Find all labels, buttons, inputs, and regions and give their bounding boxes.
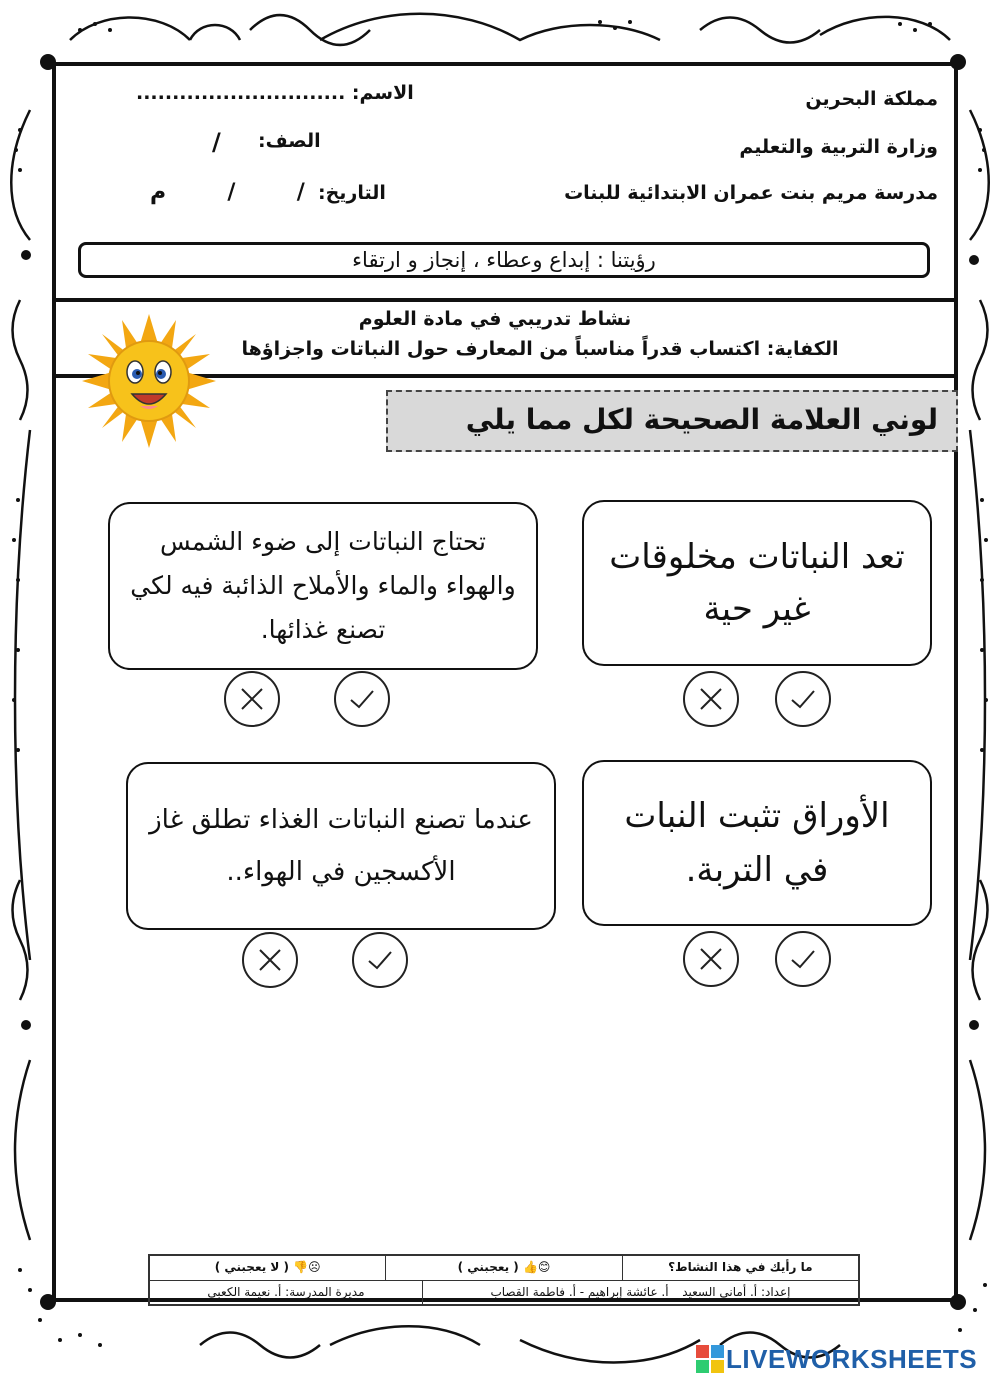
question-card-3 <box>582 760 932 926</box>
competency-text: الكفاية: اكتساب قدراً مناسباً من المعارف حول النباتات واجزاؤها <box>241 338 839 360</box>
prepared-by: إعداد: أ. أماني السعيد _ أ. عائشة إبراهيم - أ. فاطمة القصاب <box>422 1281 858 1305</box>
date-label: التاريخ: <box>318 182 386 204</box>
like-option[interactable]: 😊👍 ( يعجبني ) <box>385 1256 621 1280</box>
class-field[interactable]: / <box>212 128 221 156</box>
feedback-row <box>150 1256 858 1281</box>
question-text-4: عندما تصنع النباتات الغذاء تطلق غاز الأكسجين في الهواء.. <box>149 805 533 887</box>
question-text-3: الأوراق تثبت النبات في التربة. <box>624 796 890 890</box>
school-label: مدرسة مريم بنت عمران الابتدائية للبنات <box>564 182 938 204</box>
correct-mark-1[interactable] <box>775 671 831 727</box>
check-icon <box>366 948 394 972</box>
class-label: الصف: <box>258 130 321 152</box>
student-name-field[interactable]: الاسم: ............................. <box>136 82 414 104</box>
question-text-2: تحتاج النباتات إلى ضوء الشمس والهواء والماء والأملاح الذائبة فيه لكي تصنع غذائها. <box>130 527 516 644</box>
question-text-1: تعد النباتات مخلوقات غير حية <box>609 537 905 629</box>
cross-icon <box>239 686 265 712</box>
cross-icon <box>257 947 283 973</box>
dislike-option[interactable]: ☹👎 ( لا يعجبني ) <box>214 1260 321 1274</box>
principal-name: مديرة المدرسة: أ. نعيمة الكعبي <box>207 1285 365 1299</box>
wrong-mark-2[interactable] <box>224 671 280 727</box>
liveworksheets-icon <box>696 1345 724 1373</box>
liveworksheets-logo <box>696 1344 977 1374</box>
cross-icon <box>698 686 724 712</box>
sun-icon <box>82 314 216 448</box>
watermark-text: LIVEWORKSHEETS <box>726 1343 978 1374</box>
correct-mark-3[interactable] <box>775 931 831 987</box>
check-icon <box>789 947 817 971</box>
question-card-4 <box>126 762 556 930</box>
date-field[interactable]: / / م <box>150 180 305 205</box>
credits-row <box>150 1281 858 1305</box>
ministry-label: وزارة التربية والتعليم <box>739 136 938 158</box>
instruction-banner: لوني العلامة الصحيحة لكل مما يلي <box>386 390 958 452</box>
correct-mark-4[interactable] <box>352 932 408 988</box>
wrong-mark-4[interactable] <box>242 932 298 988</box>
feedback-question: ما رأيك في هذا النشاط؟ <box>622 1256 858 1280</box>
wrong-mark-3[interactable] <box>683 931 739 987</box>
wrong-mark-1[interactable] <box>683 671 739 727</box>
check-icon <box>348 687 376 711</box>
check-icon <box>789 687 817 711</box>
feedback-table <box>148 1254 860 1306</box>
correct-mark-2[interactable] <box>334 671 390 727</box>
cross-icon <box>698 946 724 972</box>
vision-box: رؤيتنا : إبداع وعطاء ، إنجاز و ارتقاء <box>78 242 930 278</box>
activity-title: نشاط تدريبي في مادة العلوم <box>358 308 632 330</box>
kingdom-label: مملكة البحرين <box>805 88 938 110</box>
question-card-2 <box>108 502 538 670</box>
question-card-1 <box>582 500 932 666</box>
